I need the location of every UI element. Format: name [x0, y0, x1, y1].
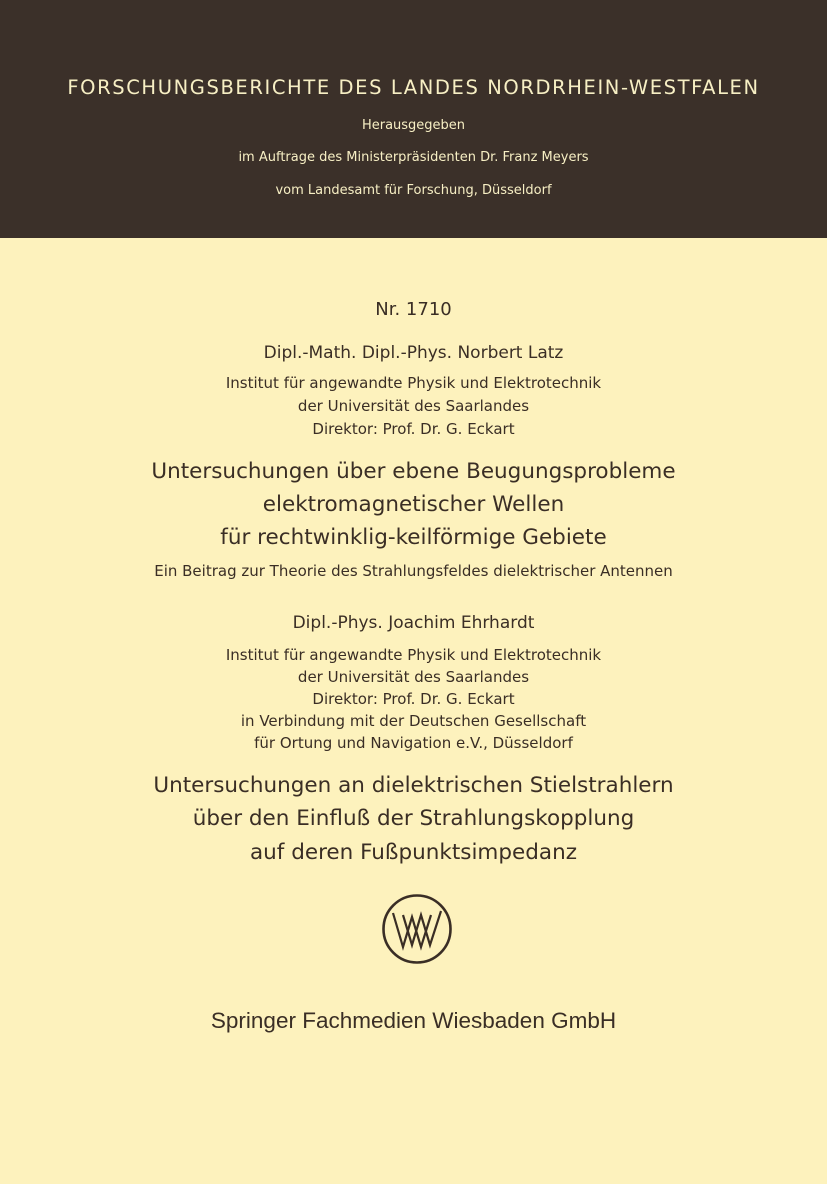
author-2-institute-line: für Ortung und Navigation e.V., Düsseldorf [254, 734, 573, 752]
author-1-institute-line: der Universität des Saarlandes [297, 397, 530, 415]
publisher-logo-icon [381, 893, 453, 965]
author-1-institute-line: Direktor: Prof. Dr. G. Eckart [312, 420, 515, 438]
publisher-name: Springer Fachmedien Wiesbaden GmbH [210, 1008, 617, 1033]
author-2-institute-line: Institut für angewandte Physik und Elektrotechnik [225, 646, 602, 664]
author-2-institute-line: der Universität des Saarlandes [297, 668, 530, 686]
office-line: vom Landesamt für Forschung, Düsseldorf [275, 183, 552, 198]
subtitle-1: Ein Beitrag zur Theorie des Strahlungsfeldes dielektrischer Antennen [154, 562, 673, 580]
series-title: FORSCHUNGSBERICHTE DES LANDES NORDRHEIN-WESTFALEN [67, 76, 760, 99]
author-2-institute-line: Direktor: Prof. Dr. G. Eckart [312, 690, 515, 708]
title-1-line: elektromagnetischer Wellen [262, 492, 565, 517]
title-2-line: auf deren Fußpunktsimpedanz [249, 840, 577, 865]
commission-line: im Auftrage des Ministerpräsidenten Dr. Franz Meyers [238, 150, 589, 165]
title-1-line: Untersuchungen über ebene Beugungsprobleme [151, 459, 676, 484]
author-2-institute-line: in Verbindung mit der Deutschen Gesellschaft [240, 712, 587, 730]
report-number: Nr. 1710 [375, 299, 452, 320]
author-1-institute-line: Institut für angewandte Physik und Elektrotechnik [225, 374, 602, 392]
series-header-band [0, 0, 827, 238]
author-1: Dipl.-Math. Dipl.-Phys. Norbert Latz [263, 343, 564, 363]
title-2-line: über den Einfluß der Strahlungskopplung [192, 806, 635, 831]
title-2-line: Untersuchungen an dielektrischen Stielstrahlern [153, 773, 674, 798]
author-2: Dipl.-Phys. Joachim Ehrhardt [292, 613, 535, 633]
title-1-line: für rechtwinklig-keilförmige Gebiete [220, 525, 607, 550]
editor-line: Herausgegeben [361, 118, 466, 133]
